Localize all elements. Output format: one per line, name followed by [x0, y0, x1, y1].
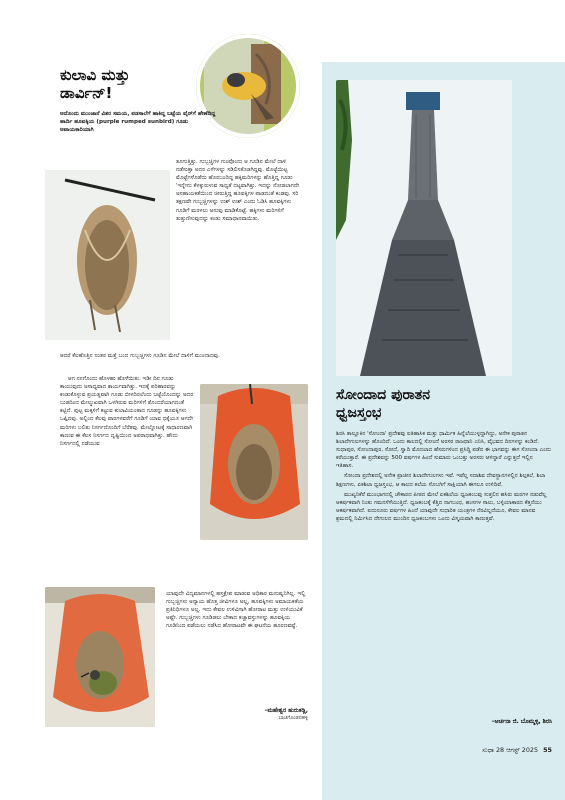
right-para-2: ಸೋಂದಾ ಪ್ರದೇಶದಲ್ಲಿ ಅನೇಕ ಪ್ರಾಚೀನ ಶಿಲಾದೇಗುಲಗಳು ಇವೆ. ಇವೆಲ್ಲ ಸದಾಶಿವ ದೇವಸ್ಥಾನಗಳಲ್ಲಿನ ಶಿಲ್ಪಕಲೆ, ಶಿಲಾ ಶಿಕ್ಷಣಗಳು, ಏಕಶಿಲಾ ಧ್ವಜಸ್ತಂಭ, ಆ ಕಾಲದ ಕಲೆಯ ಸೊಬಗಿಗೆ ಸಾಕ್ಷಿಯಾಗಿ ಈಗಲೂ ಉಳಿದಿವೆ.	[336, 473, 546, 488]
left-body-fullwidth	[60, 352, 306, 362]
left-body-column-2	[60, 375, 194, 578]
left-para-3: ಆಗ ನನಗೊಂದು ಹೊಳಹು ಹೊಳೆಯಿತು. ಇಡೀ ದಿನ ಗೂಡು ಕಾಯುವುದು ಅಸಾಧ್ಯವಾದ ಕಾರ್ಯವಾಗಿತ್ತು. ಇದಕ್ಕೆ ಪರಿಹಾರವನ್ನು ಕಂಡುಕೊಳ್ಳುವ ಪ್ರಯತ್ನವಾಗಿ ಗೂಡು ಬೀಳದಿರಲೆಂದು ಬಟ್ಟೆಯೊಂದನ್ನು ಅದರ ಬುಡದಿಂದ ಮೇಲ್ಮುಖವಾಗಿ ಒಳಗಿರುವ ಮರಿಗಳಿಗೆ ತೊಂದರೆಯಾಗದಂತೆ ಕಟ್ಟಿದೆ. ಪುಟ್ಟ ಮಕ್ಕಳಿಗೆ ಕಟ್ಟುವ ಕುಲಾವಿಯಂತಾದ ಗೂಡನ್ನು ಹೂವಕ್ಕಿಗಳು ಒಪ್ಪಿದವು. ಅಲ್ಲಿಂದ ಕೆಲವು ವಾರಗಳವರೆಗೆ ಗೂಡಿಗೆ ಯಾವ ಧಕ್ಕೆಯೂ ಆಗದೇ ಮರಿಗಳು ಬಲಿತು ನಿಸರ್ಗದೊಂದಿಗೆ ಬೆರೆತವು. ಮೇಲ್ನೋಟಕ್ಕೆ ಸಾಧಾರಣವಾಗಿ ಕಾಣುವ ಈ ಕೆಲಸ ನಿಸರ್ಗದ ದೃಷ್ಟಿಯಿಂದ ಅಪರಾಧವಾಗಿತ್ತು. ಹೌದು ನಿಸರ್ಗದಲ್ಲಿ ನಡೆಯುವ	[60, 376, 194, 447]
left-para-1: ತೂಗುತ್ತಿತ್ತು. ಗುಬ್ಬಚ್ಚಿಗಳ ಗುಂಪೊಂದು ಆ ಗೂಡಿನ ಮೇಲೆ ದಾಳಿ ನಡೆಸುತ್ತಾ ಅದರ ಎಳೆಗಳನ್ನು ಸಡಿಲಿಸತೊಡಗಿದ್ದವು. ಮೊಟ್ಟೆಯಿಟ್ಟ ಮೊಟ್ಟೆಗಳೊಡೆದು ಹೊರಬಂದಿದ್ದ ಹಕ್ಕಿಮರಿಗಳನ್ನು ಹೊತ್ತಿದ್ದ ಗೂಡು 'ಇನ್ನೇನು ಕೆಳಕ್ಕುರುಳುವ ಸಾಧ್ಯತೆ ದಟ್ಟವಾಗಿತ್ತು. ಇದನ್ನು ನೋಡಲಾಗದೇ ಅಸಹಾಯಕತೆಯಿಂದ ಚೀರುತ್ತಿದ್ದ ಹೂವಕ್ಕಿಗಳ ಪಾಡದಂತೆ ಕಂಡವು. ಸರಿ ತಕ್ಷಣವೇ ಗುಬ್ಬಚ್ಚಿಗಳನ್ನು ಉಶ್ ಉಶ್ ಎಂದು ಓಡಿಸಿ ಹೂವಕ್ಕಿಗಳು ಗೂಡಿಗೆ ಮರಳಲು ಅನುವು ಮಾಡಿಕೊಟ್ಟೆ. ಹಕ್ಕಿಗಳು ಮರಿಗಳಿಗೆ ತುತ್ತುಣಿಸುವುದನ್ನು ಕಂಡು ಸಮಾಧಾನವಾಯಿತು.	[176, 159, 300, 222]
bird-in-nest-photo	[45, 587, 155, 727]
right-body	[336, 430, 551, 525]
left-author-place: ಬಾಚಿಗೊಂಡನಹಳ್ಳಿ	[278, 715, 308, 721]
nest-in-cloth-photo	[200, 384, 308, 540]
right-para-3: ಮುಖ್ಯನಿಕೆರೆ ಮುಂಭಾಗದಲ್ಲಿ ಚೌಕಾರದ ಪೀಠದ ಮೇಲೆ ಏಕಶಿಲೆಯ ಧ್ವಜಕಂಬವು ಸುತ್ತಲಿನ ಹಸಿರು ಮರಗಳ ನಡುವೆಲ್ಲ ಆಕರ್ಷಕವಾಗಿ ನಿಂತು ಗಮನಸೆಳೆಯುತ್ತಿದೆ. ಧ್ವಜಕಂಬಕ್ಕೆ ಕೆತ್ತಿದ ನಾಗಬಂಧ, ಹಂಸಗಳ ಸಾಲು, ಬಳ್ಳಿಯಾಕಾರದ ಕೆತ್ತನೆಯು ಆಕರ್ಷಕವಾಗಿದೆ. ಐದುನೂರು ವರ್ಷಗಳ ಹಿಂದೆ ಯಾವುದೇ ಸುಧಾರಿತ ಯಂತ್ರಗಳ ನೆರವಿಲ್ಲದೆಯೂ, ಕೇವಲ ಮಾನವ ಶ್ರಮದಲ್ಲಿ ನಿರ್ಮಿಸಿದ ದೇಗುಲದ ಮುಂದಿನ ಧ್ವಜಕಂಬಗಳು ಒಂದು ವಿಸ್ಮಯವಾಗಿ ಕಾಣುತ್ತವೆ.	[336, 491, 547, 522]
left-author-block	[190, 708, 308, 721]
left-title-line1: ಕುಲಾವಿ ಮತ್ತು	[60, 66, 130, 84]
right-title-line2: ಧ್ವಜಸ್ತಂಭ	[336, 405, 382, 421]
page-footer	[440, 746, 552, 755]
nest-photo-1	[45, 170, 170, 340]
left-intro-paragraph	[60, 110, 218, 136]
left-para-4: ಯಾವುದೇ ವಿದ್ಯಮಾನಗಳಲ್ಲಿ ಹಸ್ತಕ್ಷೇಪ ಮಾಡುವ ಅಧಿಕಾರ ಮನುಷ್ಯನಿಗಿಲ್ಲ. ಇಲ್ಲಿ ಗುಬ್ಬಚ್ಚಿಗಳು ಅನ್ಯಾಯ ಹೊತ್ತ ಜೀವಿಗಳೂ ಅಲ್ಲ, ಹೂವಕ್ಕಿಗಳು ಅಮಾಯಕತೆಯ ಪ್ರತಿನಿಧಿಗಳೂ ಅಲ್ಲ. ಇದು ಕೇವಲ ಉಳಿವಿಗಾಗಿ ಹೋರಾಟ ಮತ್ತು ಉಳಿಯುವಿಕೆ ಅಷ್ಟೇ. ಗುಬ್ಬಚ್ಚಿಗಳು ಗೂಡಿಡಲು ಬೇಕಾದ ಕಚ್ಚಾವಸ್ತುಗಳನ್ನು ಹೂವಕ್ಕಿಯ ಗೂಡಿನಿಂದ ಪಡೆಯಲು ನಡೆಸಿದ ಹೋರಾಟವೇ ಈ ಘಟನೆಯ ಹೂರಣವಷ್ಟೆ.	[166, 591, 306, 630]
left-title-line2: ಡಾರ್ವಿನ್!	[60, 84, 113, 102]
left-para-2: ಆದರೆ ಕೆಲಹೊತ್ತಿನ ನಂತರ ಮತ್ತೆ ಬಂದ ಗುಬ್ಬಚ್ಚಿಗಳು ಗೂಡಿನ ಮೇಲೆ ದಾಳಿಗೆ ಮುಂದಾದವು.	[60, 353, 220, 359]
page-number: 55	[543, 746, 552, 754]
right-author-name: –ಅರ್ಚನಾ ಜಿ. ಬೊಮ್ಮಳ್ಳಿ, ಶಿರಸಿ	[491, 719, 552, 725]
right-para-1: ಶಿರಸಿ ತಾಲ್ಲೂಕಿನ 'ಸೋಂದಾ' ಪ್ರದೇಶವು ಐತಿಹಾಸಿಕ ಮತ್ತು ಧಾರ್ಮಿಕ ಹಿನ್ನೆಲೆಯುಳ್ಳದ್ದಾಗಿದ್ದು, ಅನೇಕ ಪುರಾತನ ಶಿಲಾದೇಗುಲಗಳನ್ನು ಹೊಂದಿದೆ. ಒಂದು ಕಾಲದಲ್ಲಿ ಸೋಂದೆ ಅರಸರ ರಾಜಧಾನಿ ಎನಿಸಿ, ವೈಭವದ ದಿನಗಳನ್ನು ಕಂಡಿದೆ. ಸುಧಾಪುರ, ಸೋಂದಾಪುರ, ಸೋದೆ, ಸ್ವಾದಿ ಮೊದಲಾದ ಹೆಸರುಗಳಿಂದ ಪ್ರಸಿದ್ಧಿ ಪಡೆದ ಈ ಭಾಗವನ್ನು ಈಗ ಸೋಂದಾ ಎಂದು ಕರೆಯುತ್ತಾರೆ. ಈ ಪ್ರದೇಶವನ್ನು 500 ವರ್ಷಗಳ ಹಿಂದೆ ಸುಮಾರು ಒಂಬತ್ತು ಅರಸರು ಆಳಿದ್ದಾರೆ ಎನ್ನುತ್ತದೆ ಇಲ್ಲಿನ ಇತಿಹಾಸ.	[336, 431, 551, 470]
left-body-column-1	[176, 158, 304, 225]
magazine-issue: ಸುಧಾ 28 ಆಗಸ್ಟ್ 2025	[482, 746, 539, 754]
left-author-name: –ಮಹೇಶ್ವರ ಹುರುಕಡ್ಲಿ,	[264, 708, 308, 714]
left-body-column-3	[166, 590, 306, 632]
stone-pillar-photo	[336, 80, 512, 376]
left-article-title	[60, 66, 130, 102]
right-article-title	[336, 386, 430, 422]
right-title-line1: ಸೋಂದಾದ ಪುರಾತನ	[336, 387, 431, 403]
left-intro-text: ಅದೊಂದು ಮುಂಜಾನೆ ವಿಶರ ಸಮಯ, ಪಡಸಾಲೆಗೆ ಹಾಕಿದ್ದ ಬಟ್ಟೆಯ ವೈರ್‌ಗೆ ಹೇಣೆದಿದ್ದ ಹಾರ್ದಿ ಹೂವಕ್ಕಿಯ (purple rumped sunbird) ಗೂಡು ಅಪಾಯಕಾರಿಯಾಗಿ	[60, 111, 216, 134]
